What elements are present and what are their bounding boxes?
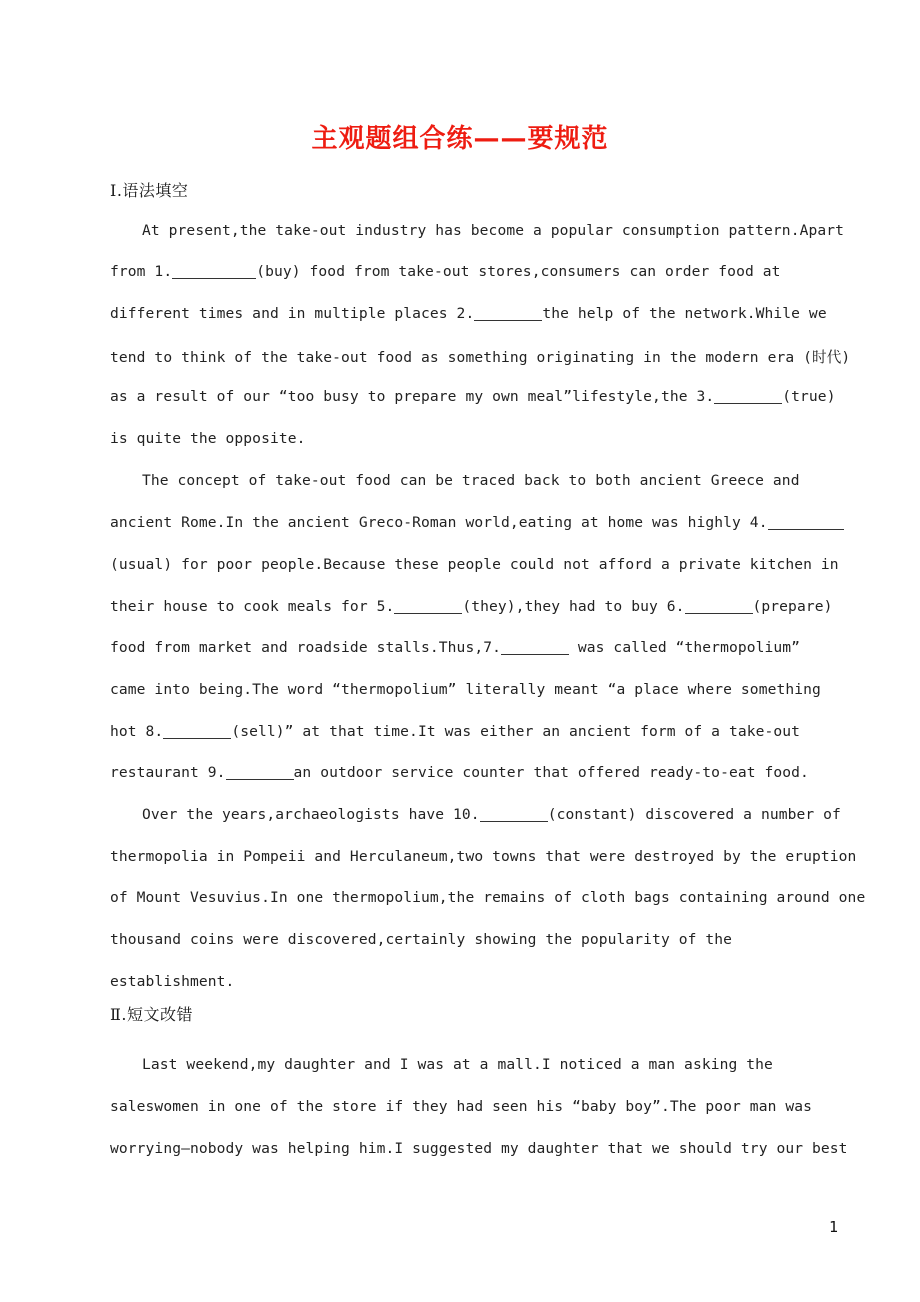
text-line bbox=[110, 806, 841, 824]
text-run: (sell)” at that time.It was either an ancient form of a take-out bbox=[231, 723, 801, 741]
text-run: At present,the take-out industry has become a popular consumption pattern.Apart bbox=[142, 222, 845, 239]
text-line bbox=[110, 764, 830, 781]
text-line bbox=[110, 1140, 848, 1157]
text-run: thermopolia in Pompeii and Herculaneum,two towns that were destroyed by the eruption bbox=[110, 848, 857, 865]
text-run: came into being.The word “thermopolium” literally meant “a place where something bbox=[110, 681, 821, 698]
text-run: worrying—nobody was helping him.I suggested my daughter that we should try our best bbox=[110, 1140, 848, 1157]
text-line bbox=[110, 723, 830, 740]
text-line bbox=[110, 430, 830, 447]
text-run: hot 8. bbox=[110, 723, 164, 741]
answer-blank[interactable] bbox=[714, 388, 782, 404]
answer-blank[interactable] bbox=[172, 263, 256, 279]
text-run: is quite the opposite. bbox=[110, 430, 306, 447]
answer-blank[interactable] bbox=[163, 723, 231, 739]
text-run: restaurant 9. bbox=[110, 764, 226, 782]
text-run: Last weekend,my daughter and I was at a mall.I noticed a man asking the bbox=[142, 1056, 773, 1073]
page-title: 主观题组合练——要规范 bbox=[311, 124, 609, 154]
text-run: from 1. bbox=[110, 263, 173, 281]
page-number: 1 bbox=[828, 1218, 838, 1236]
text-run: (constant) discovered a number of bbox=[547, 806, 841, 824]
text-run: the help of the network.While we bbox=[542, 305, 827, 323]
section-heading-error-correction: Ⅱ.短文改错 bbox=[110, 1005, 193, 1024]
text-line bbox=[110, 514, 830, 531]
answer-blank[interactable] bbox=[480, 806, 548, 822]
answer-blank[interactable] bbox=[501, 639, 569, 655]
text-run: establishment. bbox=[110, 973, 235, 990]
text-line bbox=[110, 1056, 830, 1073]
text-line bbox=[110, 973, 830, 990]
text-line bbox=[110, 931, 830, 948]
text-run: thousand coins were discovered,certainly showing the popularity of the bbox=[110, 931, 733, 948]
text-line bbox=[110, 598, 833, 616]
text-run: ancient Rome.In the ancient Greco-Roman world,eating at home was highly 4. bbox=[110, 514, 768, 532]
answer-blank[interactable] bbox=[474, 305, 542, 321]
text-run: (they),they had to buy 6. bbox=[462, 598, 685, 616]
answer-blank[interactable] bbox=[768, 514, 844, 530]
text-line bbox=[110, 556, 839, 573]
text-line bbox=[110, 1098, 830, 1115]
text-run: (buy) food from take-out stores,consumers can order food at bbox=[256, 263, 781, 281]
text-line bbox=[110, 388, 836, 406]
text-run: of Mount Vesuvius.In one thermopolium,the remains of cloth bags containing around one bbox=[110, 889, 866, 906]
text-line bbox=[110, 639, 830, 656]
text-line bbox=[110, 681, 830, 698]
text-line bbox=[110, 848, 857, 865]
text-line bbox=[110, 472, 830, 489]
text-run: food from market and roadside stalls.Thus,7. bbox=[110, 639, 501, 657]
text-run: was called “thermopolium” bbox=[569, 639, 801, 657]
text-line bbox=[110, 889, 866, 906]
text-line bbox=[110, 263, 830, 280]
text-run: (prepare) bbox=[752, 598, 833, 616]
text-run: tend to think of the take-out food as something originating in the modern era (时代) bbox=[110, 349, 851, 366]
text-run: (usual) for poor people.Because these people could not afford a private kitchen in bbox=[110, 556, 839, 573]
section-heading-grammar-fill: Ⅰ.语法填空 bbox=[110, 181, 189, 200]
text-line bbox=[110, 305, 830, 322]
text-run: (true) bbox=[782, 388, 836, 406]
text-run: an outdoor service counter that offered ready-to-eat food. bbox=[293, 764, 809, 782]
text-run: saleswomen in one of the store if they had seen his “baby boy”.The poor man was bbox=[110, 1098, 813, 1115]
text-line bbox=[110, 222, 845, 239]
text-line bbox=[110, 346, 851, 367]
text-run: their house to cook meals for 5. bbox=[110, 598, 395, 616]
text-run: The concept of take-out food can be traced back to both ancient Greece and bbox=[142, 472, 800, 489]
answer-blank[interactable] bbox=[685, 598, 753, 614]
text-run: different times and in multiple places 2. bbox=[110, 305, 475, 323]
text-run: as a result of our “too busy to prepare my own meal”lifestyle,the 3. bbox=[110, 388, 715, 406]
answer-blank[interactable] bbox=[394, 598, 462, 614]
answer-blank[interactable] bbox=[226, 764, 294, 780]
text-run: Over the years,archaeologists have 10. bbox=[142, 806, 480, 824]
